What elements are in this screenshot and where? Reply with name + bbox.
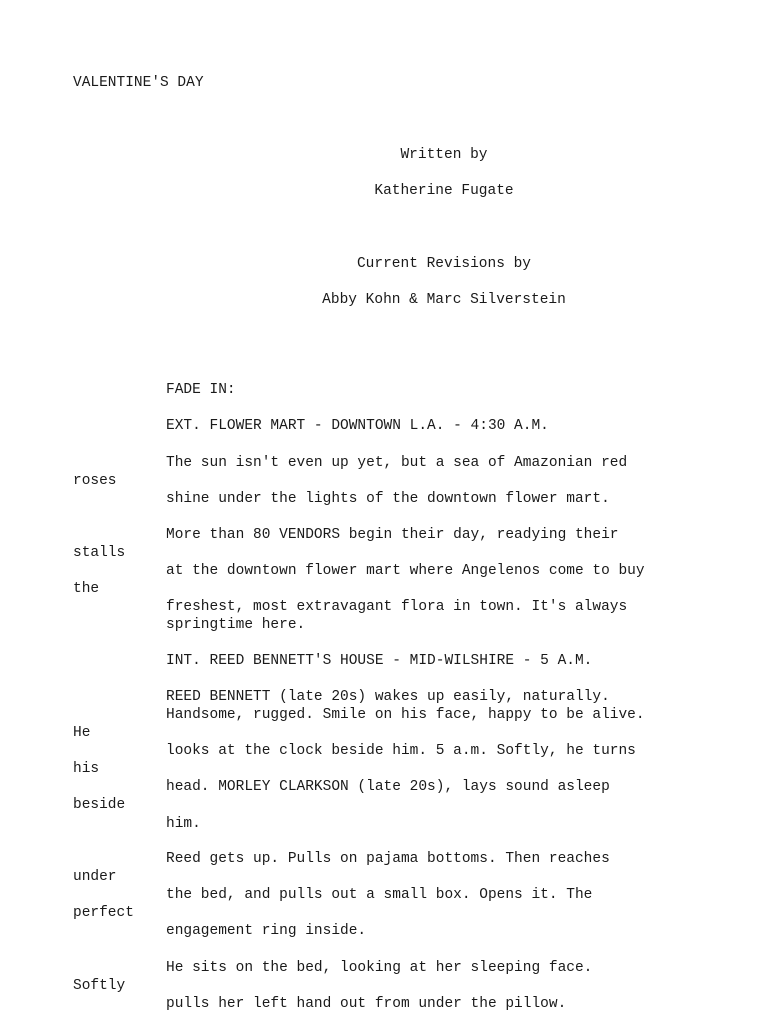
- overflow-word: Softly: [73, 978, 126, 994]
- revisers-names: Abby Kohn & Marc Silverstein: [322, 292, 566, 308]
- page-title: VALENTINE'S DAY: [73, 75, 204, 91]
- overflow-word: perfect: [73, 905, 134, 921]
- script-line: looks at the clock beside him. 5 a.m. Softly, he turns: [166, 743, 636, 759]
- author-name: Katherine Fugate: [374, 183, 514, 199]
- script-line: at the downtown flower mart where Angelenos come to buy: [166, 563, 645, 579]
- overflow-word: beside: [73, 797, 126, 813]
- overflow-word: under: [73, 869, 117, 885]
- script-line: More than 80 VENDORS begin their day, readying their: [166, 527, 619, 543]
- script-line: freshest, most extravagant flora in town. It's always: [166, 599, 628, 615]
- script-line: pulls her left hand out from under the pillow.: [166, 996, 567, 1012]
- script-line: shine under the lights of the downtown flower mart.: [166, 491, 610, 507]
- overflow-word: roses: [73, 473, 117, 489]
- scene-heading: INT. REED BENNETT'S HOUSE - MID-WILSHIRE - 5 A.M.: [166, 653, 593, 669]
- revisions-label: Current Revisions by: [356, 256, 532, 272]
- overflow-word: his: [73, 761, 100, 777]
- script-line: Handsome, rugged. Smile on his face, happy to be alive.: [166, 707, 645, 723]
- script-line: him.: [166, 816, 201, 832]
- script-line: FADE IN:: [166, 382, 236, 398]
- overflow-word: stalls: [73, 545, 126, 561]
- overflow-word: the: [73, 581, 100, 597]
- script-line: head. MORLEY CLARKSON (late 20s), lays sound asleep: [166, 779, 610, 795]
- script-line: springtime here.: [166, 617, 306, 633]
- script-line: He sits on the bed, looking at her sleeping face.: [166, 960, 593, 976]
- script-line: The sun isn't even up yet, but a sea of Amazonian red: [166, 455, 628, 471]
- written-by-label: Written by: [400, 147, 488, 163]
- script-line: engagement ring inside.: [166, 923, 367, 939]
- scene-heading: EXT. FLOWER MART - DOWNTOWN L.A. - 4:30 A.M.: [166, 418, 549, 434]
- script-line: Reed gets up. Pulls on pajama bottoms. Then reaches: [166, 851, 610, 867]
- script-line: REED BENNETT (late 20s) wakes up easily, naturally.: [166, 689, 610, 705]
- script-line: the bed, and pulls out a small box. Opens it. The: [166, 887, 593, 903]
- overflow-word: He: [73, 725, 91, 741]
